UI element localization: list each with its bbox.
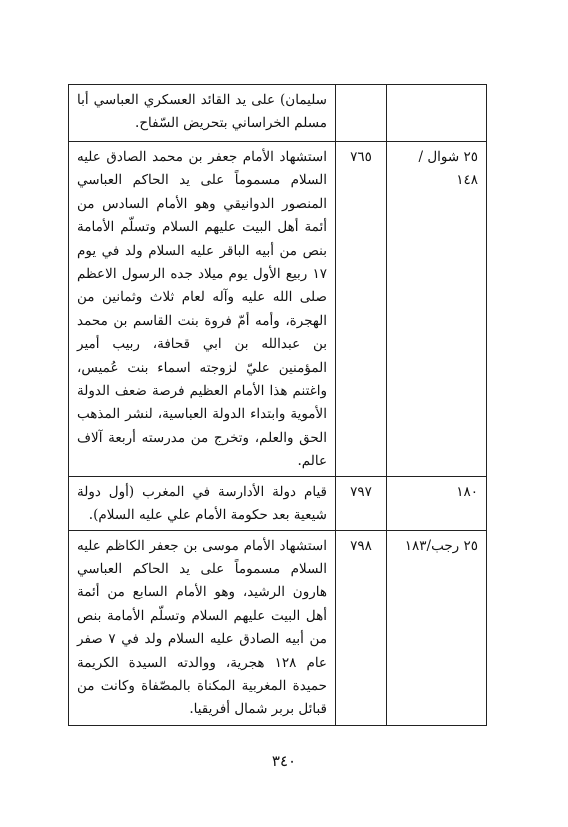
year-text: ٧٩٧	[350, 483, 372, 500]
date-cell	[387, 476, 487, 530]
event-text: سليمان) على يد القائد العسكري العباسي أبا مسلم الخراساني بتحريض السّفاح.	[77, 92, 327, 132]
event-cell	[69, 85, 336, 142]
date-cell	[387, 85, 487, 142]
event-cell	[69, 530, 336, 725]
table-row	[69, 476, 487, 530]
event-text: استشهاد الأمام موسى بن جعفر الكاظم عليه السلام مسموماً على يد الحاكم العباسي هارون الرشيد، وهو الأمام السابع من أئمة أهل البيت عليهم السلام وتسلّم الأمامة بنص من أبيه الصادق عليه السلام ولد في ٧ صفر عام ١٢٨ هجرية، ووالدته السيدة الكريمة حميدة المغربية المكناة بالمصّفاة وكانت من قبائل بربر شمال أفريقيا.	[77, 537, 327, 718]
chronology-table	[68, 84, 487, 726]
date-text: ٢٥ رجب/١٨٣	[404, 537, 478, 554]
year-cell	[336, 85, 387, 142]
table-row	[69, 530, 487, 725]
table-row	[69, 85, 487, 142]
event-text: قيام دولة الأدارسة في المغرب (أول دولة شيعية بعد حكومة الأمام علي عليه السلام).	[77, 483, 327, 524]
year-text: ٧٩٨	[350, 537, 372, 554]
event-cell	[69, 142, 336, 477]
page-number: ٣٤٠	[271, 752, 297, 770]
year-text: ٧٦٥	[350, 149, 372, 165]
event-text: استشهاد الأمام جعفر بن محمد الصادق عليه السلام مسموماً على يد الحاكم العباسي المنصور الدوانيقي وهو الأمام السادس من أئمة أهل البيت عليهم السلام وتسلّم الأمامة بنص من أبيه الباقر عليه السلام ولد في يوم ١٧ ربيع الأول يوم ميلاد جده الرسول الاعظم صلى الله عليه وآله لعام ثلاث وثمانين من الهجرة، وأمه أمّ فروة بنت القاسم بن محمد بن عبدالله بن ابي قحافة، ربيب أمير المؤمنين عليّ لزوجته اسماء بنت عُميس، واغتنم هذا الأمام العظيم فرصة ضعف الدولة الأموية وابتداء الدولة العباسية، لنشر المذهب الحق والعلم، وتخرج من مدرسته أربعة آلاف عالم.	[77, 149, 327, 470]
year-text	[336, 85, 386, 89]
date-cell	[387, 530, 487, 725]
year-cell	[336, 530, 387, 725]
table-row	[69, 142, 487, 477]
date-text: ١٨٠	[456, 483, 478, 500]
year-cell	[336, 142, 387, 477]
date-text: ٢٥ شوال / ١٤٨	[418, 149, 478, 189]
event-cell	[69, 476, 336, 530]
date-cell	[387, 142, 487, 477]
date-text	[387, 85, 486, 89]
year-cell	[336, 476, 387, 530]
